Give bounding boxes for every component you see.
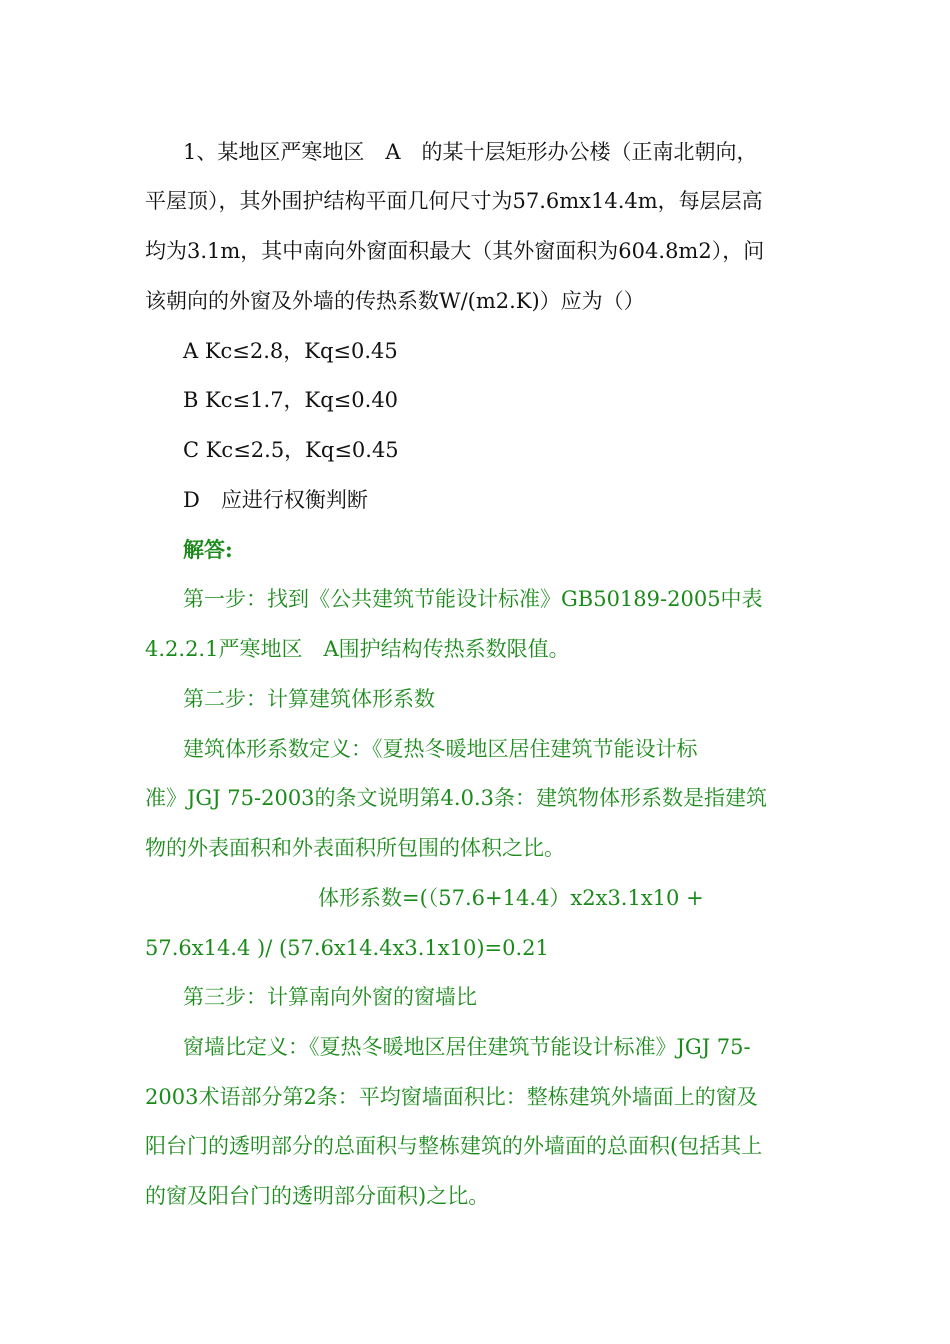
step1-line-2: 4.2.2.1严寒地区 A围护结构传热系数限值。 xyxy=(145,637,570,661)
formula-line-2: 57.6x14.4 )/ (57.6x14.4x3.1x10)=0.21 xyxy=(145,936,549,960)
question-line-1: 1、某地区严寒地区 A 的某十层矩形办公楼（正南北朝向， xyxy=(183,140,758,164)
step3-def-line-3: 阳台门的透明部分的总面积与整栋建筑的外墙面的总面积(包括其上 xyxy=(145,1134,763,1158)
step2-def-line-2: 准》JGJ 75-2003的条文说明第4.0.3条：建筑物体形系数是指建筑 xyxy=(145,786,767,810)
step2-def-line-3: 物的外表面积和外表面积所包围的体积之比。 xyxy=(145,836,565,860)
option-a: A Kc≤2.8，Kq≤0.45 xyxy=(183,339,398,363)
option-c: C Kc≤2.5，Kq≤0.45 xyxy=(183,438,399,462)
formula-line-1: 体形系数=(（57.6+14.4）x2x3.1x10 + xyxy=(318,886,704,910)
step3-def-line-4: 的窗及阳台门的透明部分面积)之比。 xyxy=(145,1184,490,1208)
answer-heading: 解答: xyxy=(183,537,233,562)
step3-def-line-2: 2003术语部分第2条：平均窗墙面积比：整栋建筑外墙面上的窗及 xyxy=(145,1085,758,1109)
option-d: D 应进行权衡判断 xyxy=(183,488,368,512)
step2-def-line-1: 建筑体形系数定义：《夏热冬暖地区居住建筑节能设计标 xyxy=(183,737,698,761)
question-line-3: 均为3.1m，其中南向外窗面积最大（其外窗面积为604.8m2），问 xyxy=(145,239,765,263)
question-line-2: 平屋顶），其外围护结构平面几何尺寸为57.6mx14.4m，每层层高 xyxy=(145,189,763,213)
step1-line-1: 第一步：找到《公共建筑节能设计标准》GB50189-2005中表 xyxy=(183,587,763,611)
option-b: B Kc≤1.7，Kq≤0.40 xyxy=(183,388,399,412)
step3-def-line-1: 窗墙比定义：《夏热冬暖地区居住建筑节能设计标准》JGJ 75- xyxy=(183,1035,751,1059)
step3-title: 第三步：计算南向外窗的窗墙比 xyxy=(183,985,477,1009)
question-line-4: 该朝向的外窗及外墙的传热系数W/(m2.K)）应为（） xyxy=(145,289,645,313)
step2-title: 第二步：计算建筑体形系数 xyxy=(183,687,435,711)
